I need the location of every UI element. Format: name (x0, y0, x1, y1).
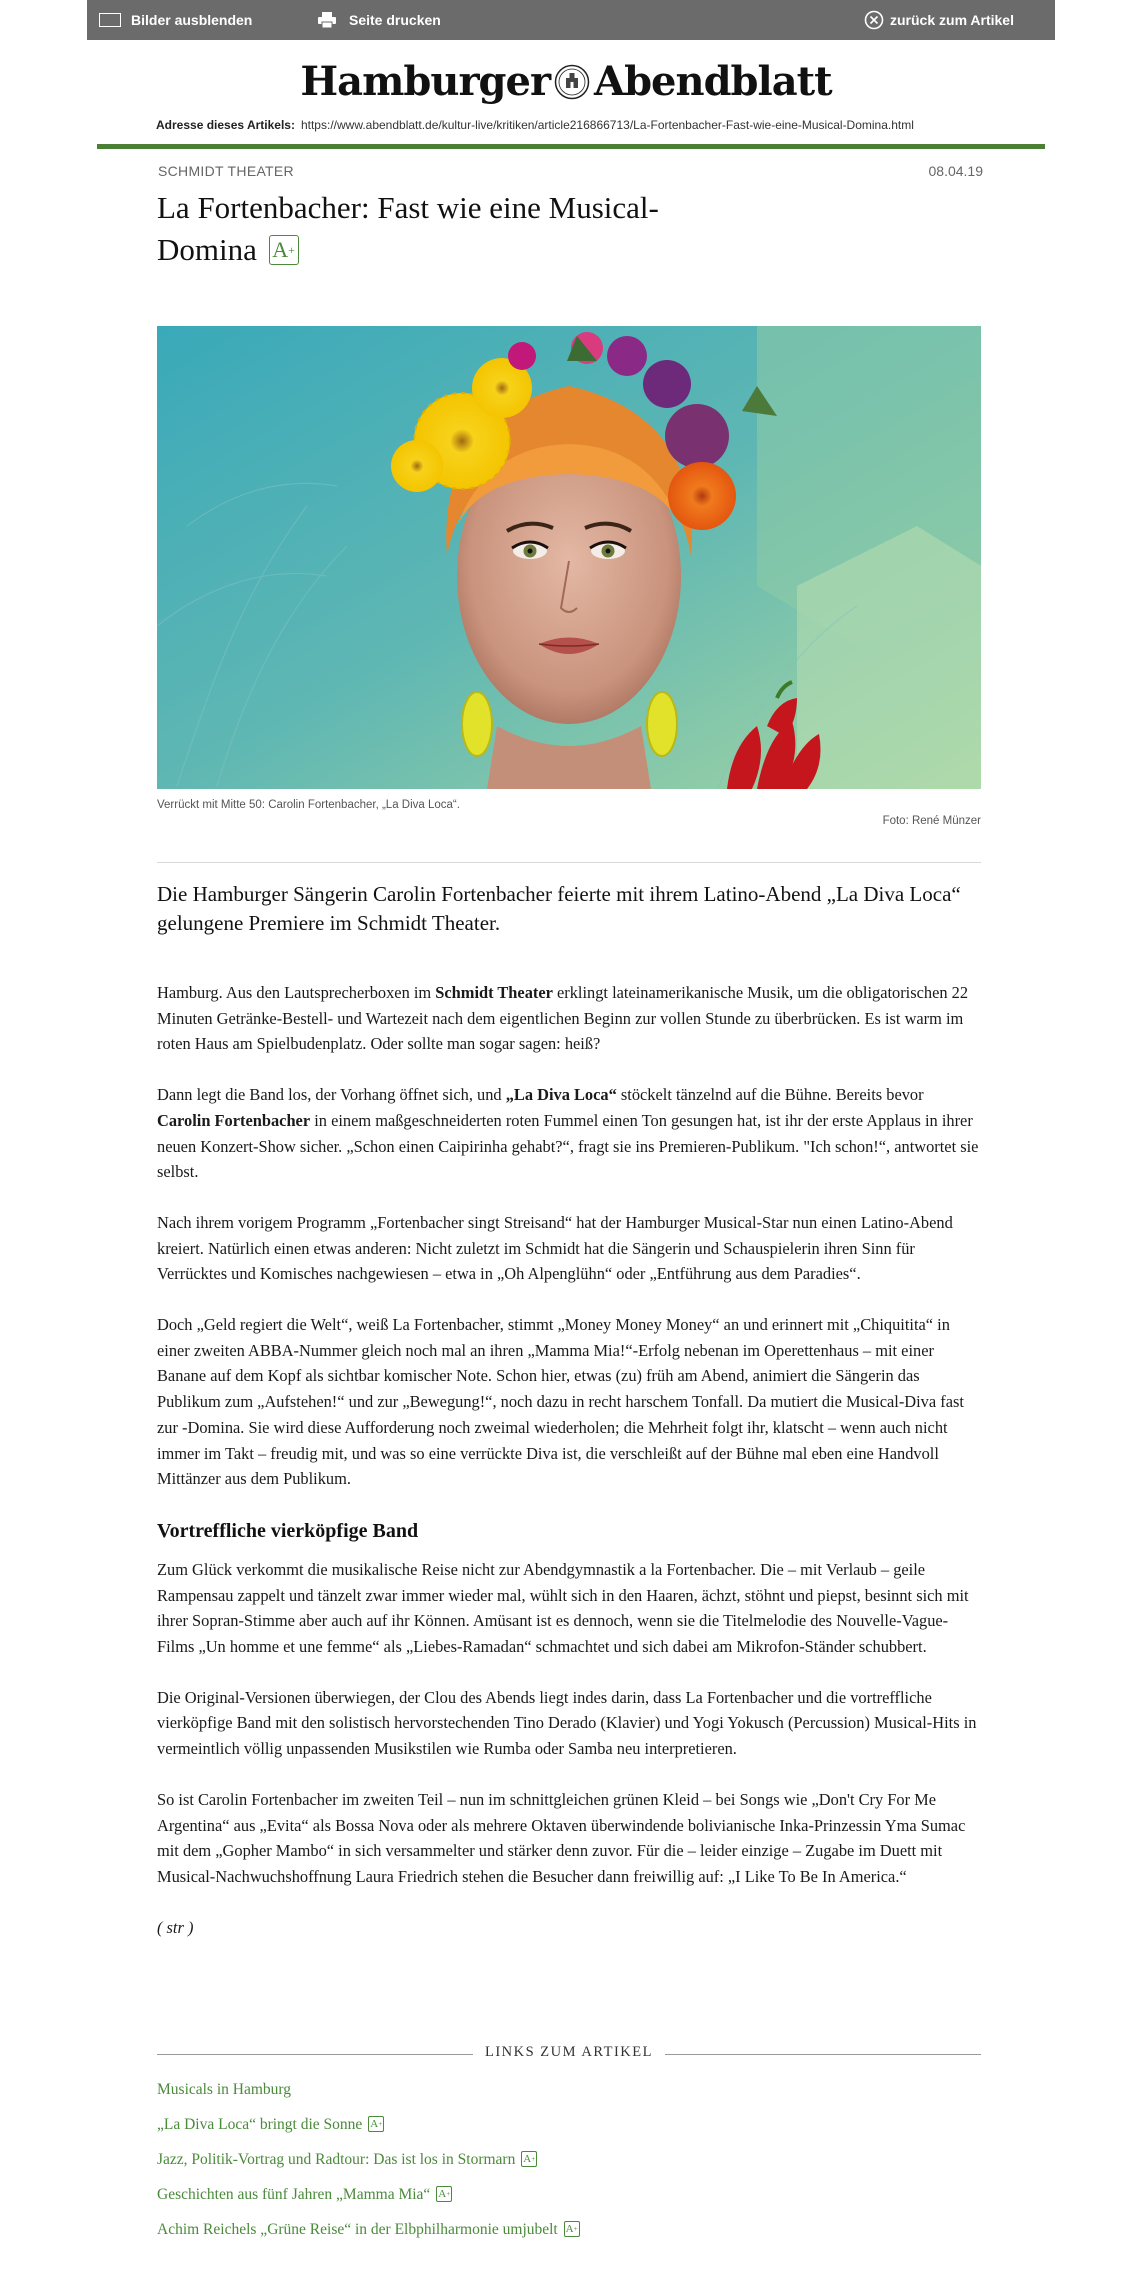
paragraph: Die Original-Versionen überwiegen, der Clou des Abends liegt indes darin, dass La Fortenbacher und die vortreffliche vierköpfige Band mit den solistisch hervorstechenden Tino Derado (Klavier) und Yogi Yokusch (Percussion) Musical-Hits in vermeintlich völlig unpassenden Musikstilen wie Rumba oder Samba neu interpretieren. (157, 1687, 977, 1759)
checkbox-icon (99, 13, 121, 27)
photo-credit: Foto: René Münzer (882, 815, 981, 827)
article-photo (157, 326, 981, 789)
bold-text: Schmidt Theater (435, 983, 553, 1002)
hide-images-button[interactable] (99, 0, 252, 40)
paragraph (157, 980, 981, 1057)
green-divider (97, 144, 1045, 149)
logo-word-abendblatt: Abendblatt (594, 58, 832, 105)
hamburg-seal-icon (554, 64, 590, 100)
article-address (156, 118, 914, 132)
close-circle-icon (864, 10, 884, 30)
bold-text: „La Diva Loca“ (505, 1085, 617, 1105)
related-link[interactable] (157, 2212, 981, 2247)
print-button[interactable] (317, 0, 441, 40)
related-links-list (157, 2072, 981, 2247)
photo-caption: Verrückt mit Mitte 50: Carolin Fortenbacher, „La Diva Loca“. (157, 799, 460, 811)
text-run: stöckelt tänzelnd auf die Bühne. Bereits bevor (616, 1085, 924, 1105)
article-title (157, 187, 757, 271)
article-title-text: La Fortenbacher: Fast wie eine Musical-Domina (157, 190, 659, 267)
text-run: Hamburg. Aus den Lautsprecherboxen im (157, 983, 436, 1002)
subheading: Vortreffliche vierköpfige Band (157, 1519, 419, 1542)
related-links-title: LINKS ZUM ARTIKEL (473, 2044, 665, 2060)
related-links-header (157, 2044, 981, 2064)
back-to-article-label: zurück zum Artikel (890, 12, 1014, 28)
article-lead: Die Hamburger Sängerin Carolin Fortenbacher feierte mit ihrem Latino-Abend „La Diva Loca“ gelungene Premiere im Schmidt Theater. (157, 882, 961, 935)
link-text: Geschichten aus fünf Jahren „Mamma Mia“ (157, 2186, 431, 2203)
address-label: Adresse dieses Artikels: (156, 118, 295, 132)
text-run: Dann legt die Band los, der Vorhang öffnet sich, und (157, 1085, 506, 1105)
article-body (157, 980, 981, 1965)
article-kicker: SCHMIDT THEATER (158, 163, 294, 179)
bold-text: Carolin Fortenbacher (157, 1110, 311, 1130)
masthead (0, 58, 1132, 105)
print-label: Seite drucken (349, 12, 441, 28)
paragraph: So ist Carolin Fortenbacher im zweiten Teil – nun im schnittgleichen grünen Kleid – bei Songs wie „Don't Cry For Me Argentina“ aus „Evita“ als Bossa Nova oder als mehrere Oktaven überwindende bolivianische Inka-Prinzessin Yma Sumac mit dem „Gopher Mambo“ in sich versammelter und stärker denn zuvor. Für die – leider einzige – Zugabe im Duett mit Musical-Nachwuchshoffnung Laura Friedrich stehen die Besucher dann freiwillig auf: „I Like To Be In America.“ (157, 1789, 966, 1886)
abendblatt-plus-icon: A + (564, 2221, 580, 2237)
address-url: https://www.abendblatt.de/kultur-live/kritiken/article216866713/La-Fortenbacher-Fast-wie-eine-Musical-Domina.html (300, 118, 914, 132)
logo-word-hamburger: Hamburger (300, 58, 551, 105)
back-to-article-button[interactable] (864, 0, 1014, 40)
related-link[interactable] (157, 2177, 981, 2212)
abendblatt-plus-icon: A + (436, 2186, 452, 2202)
paragraph: Nach ihrem vorigem Programm „Fortenbacher singt Streisand“ hat der Hamburger Musical-Star nun einen Latino-Abend kreiert. Natürlich einen etwas anderen: Nicht zuletzt im Schmidt hat die Sängerin und Schauspielerin ihren Sinn für Verrücktes und Komisches nachgewiesen – etwa in „Oh Alpenglühn“ oder „Entführung aus dem Paradies“. (157, 1212, 953, 1284)
site-logo (300, 58, 831, 105)
abendblatt-plus-icon: A + (269, 235, 299, 265)
abendblatt-plus-icon: A + (368, 2116, 384, 2132)
link-text: Musicals in Hamburg (157, 2081, 292, 2098)
paragraph: Zum Glück verkommt die musikalische Reise nicht zur Abendgymnastik a la Fortenbacher. Die – mit Verlaub – geile Rampensau zappelt und tänzelt zwar immer wieder mal, wühlt sich in den Haaren, ächzt, stöhnt und piepst, besinnt sich mit ihrer Sopran-Stimme aber auch auf ihr Können. Amüsant ist es dennoch, wenn sie die Titelmelodie des Nouvelle-Vague-Films „Un homme et une femme“ als „Liebes-Ramadan“ schmachtet und sich dabei am Mikrofon-Ständer schubbert. (157, 1559, 969, 1657)
paragraph: Doch „Geld regiert die Welt“, weiß La Fortenbacher, stimmt „Money Money Money“ an und erinnert mit „Chiquitita“ in einer zweiten ABBA-Nummer gleich noch mal an ihren „Mamma Mia!“-Erfolg nebenan im Operettenhaus – mit einer Banane auf dem Kopf als sichtbar komischer Note. Schon hier, etwas (zu) früh am Abend, animiert die Sängerin das Publikum zum „Aufstehen!“ und zur „Bewegung!“, noch dazu in recht harschem Tonfall. Da mutiert die Musical-Diva fast zur -Domina. Sie wird diese Aufforderung noch zweimal wiederholen; die Mehrheit folgt ihr, klatscht – wenn auch nicht immer im Takt – freudig mit, und was so eine verrückte Diva ist, die verschleißt auf der Bühne mal eben eine Handvoll Mittänzer aus dem Publikum. (157, 1315, 964, 1489)
text-run: erklingt lateinamerikanische Musik, um die obligatorischen 22 Minuten Getränke-Bestell- und Wartezeit nach dem eigentlichen Beginn zur vollen Stunde zu überbrücken. Es ist warm im roten Haus am Spielbudenplatz. Oder sollte man sogar sagen: heiß? (157, 983, 969, 1054)
hide-images-label: Bilder ausblenden (131, 12, 253, 28)
author-signature: ( str ) (157, 1917, 194, 1937)
link-text: Achim Reichels „Grüne Reise“ in der Elbphilharmonie umjubelt (157, 2221, 558, 2238)
paragraph (157, 1082, 981, 1185)
divider (157, 862, 981, 863)
link-text: „La Diva Loca“ bringt die Sonne (157, 2116, 363, 2133)
related-link[interactable] (157, 2072, 981, 2107)
printer-icon (317, 11, 337, 29)
abendblatt-plus-icon: A + (521, 2151, 537, 2167)
article-date: 08.04.19 (928, 163, 983, 179)
link-text: Jazz, Politik-Vortrag und Radtour: Das ist los in Stormarn (157, 2151, 516, 2168)
related-link[interactable] (157, 2142, 981, 2177)
top-toolbar (87, 0, 1055, 40)
related-link[interactable] (157, 2107, 981, 2142)
text-run: in einem maßgeschneiderten roten Fummel einen Ton gesungen hat, ist ihr der erste Applaus in ihrer neuen Konzert-Show sicher. „Schon einen Caipirinha gehabt?“, fragt sie ins Premieren-Publikum. "Ich schon!“, antwortet sie selbst. (157, 1110, 979, 1182)
